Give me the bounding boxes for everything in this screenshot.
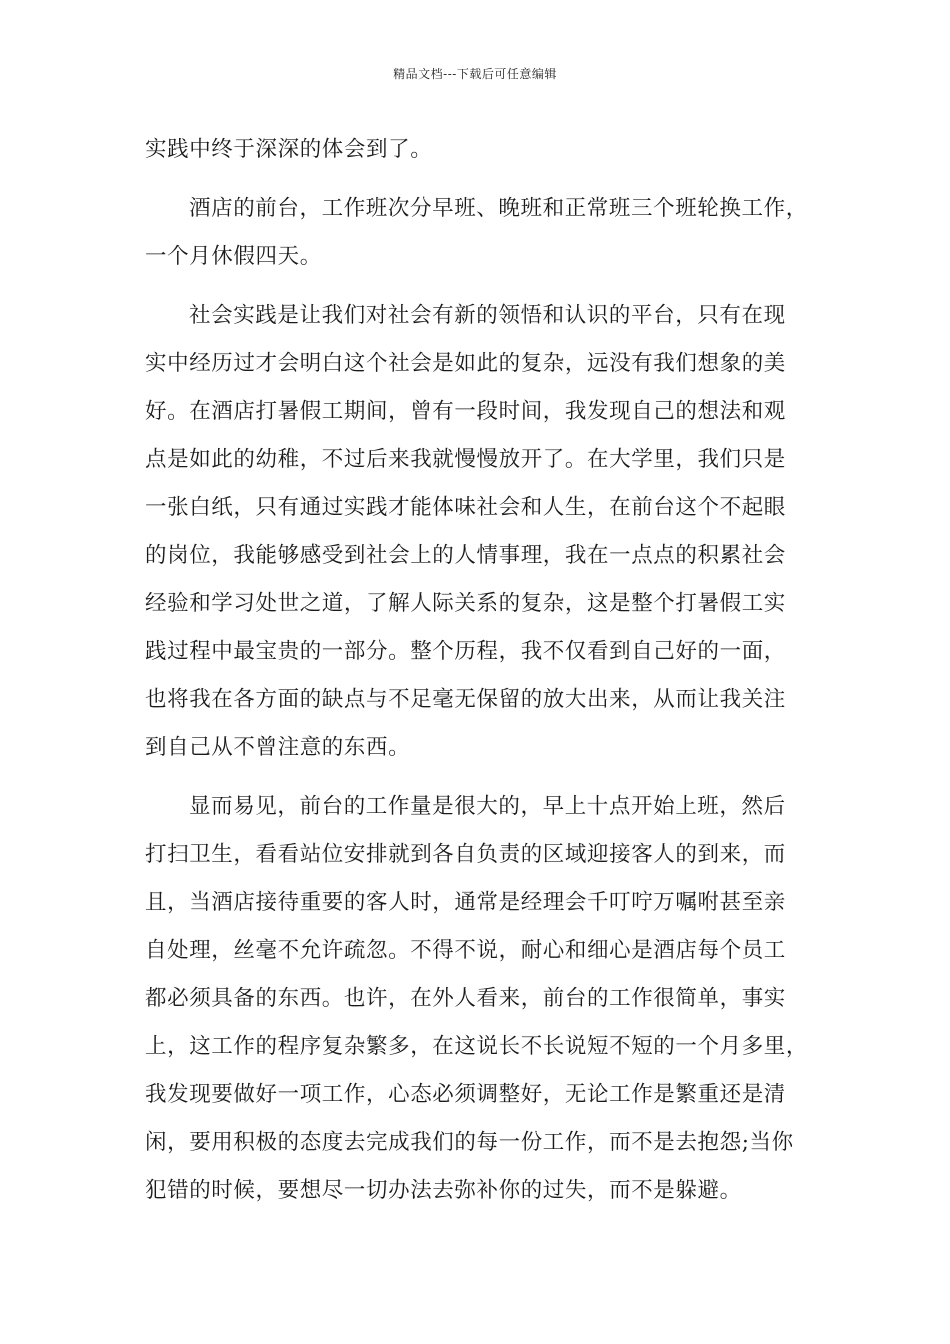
text-line: 践过程中最宝贵的一部分。整个历程，我不仅看到自己好的一面， bbox=[145, 639, 786, 664]
text-line: 好。在酒店打暑假工期间，曾有一段时间，我发现自己的想法和观 bbox=[145, 399, 786, 424]
text-line: 我发现要做好一项工作，心态必须调整好，无论工作是繁重还是清 bbox=[145, 1082, 786, 1107]
text-line: 的岗位，我能够感受到社会上的人情事理，我在一点点的积累社会 bbox=[145, 543, 786, 568]
text-line: 到自己从不曾注意的东西。 bbox=[145, 735, 411, 760]
text-line: 经验和学习处世之道，了解人际关系的复杂，这是整个打暑假工实 bbox=[145, 591, 786, 616]
text-line: 上，这工作的程序复杂繁多，在这说长不长说短不短的一个月多里， bbox=[145, 1034, 809, 1059]
paragraph bbox=[145, 783, 809, 1215]
text-line: 一张白纸，只有通过实践才能体味社会和人生，在前台这个不起眼 bbox=[145, 495, 786, 520]
text-line: 一个月休假四天。 bbox=[145, 244, 322, 269]
text-line: 打扫卫生，看看站位安排就到各自负责的区域迎接客人的到来，而 bbox=[145, 842, 786, 867]
text-line: 闲，要用积极的态度去完成我们的每一份工作，而不是去抱怨;当你 bbox=[145, 1130, 794, 1155]
text-line: 自处理，丝毫不允许疏忽。不得不说，耐心和细心是酒店每个员工 bbox=[145, 938, 786, 963]
text-line: 社会实践是让我们对社会有新的领悟和认识的平台，只有在现 bbox=[189, 303, 786, 328]
document-body bbox=[145, 126, 809, 1215]
text-line: 且，当酒店接待重要的客人时，通常是经理会千叮咛万嘱咐甚至亲 bbox=[145, 890, 786, 915]
text-line: 点是如此的幼稚，不过后来我就慢慢放开了。在大学里，我们只是 bbox=[145, 447, 786, 472]
text-line: 实践中终于深深的体会到了。 bbox=[145, 137, 433, 162]
text-line: 犯错的时候，要想尽一切办法去弥补你的过失，而不是躲避。 bbox=[145, 1178, 742, 1203]
paragraph bbox=[145, 185, 808, 281]
text-line: 实中经历过才会明白这个社会是如此的复杂，远没有我们想象的美 bbox=[145, 351, 786, 376]
paragraph bbox=[145, 292, 805, 772]
text-line: 酒店的前台，工作班次分早班、晚班和正常班三个班轮换工作， bbox=[189, 196, 808, 221]
text-line: 也将我在各方面的缺点与不足毫无保留的放大出来，从而让我关注 bbox=[145, 687, 786, 712]
text-line: 显而易见，前台的工作量是很大的，早上十点开始上班，然后 bbox=[189, 794, 786, 819]
paragraph bbox=[145, 126, 805, 174]
page-header: 精品文档---下载后可任意编辑 bbox=[393, 67, 557, 81]
text-line: 都必须具备的东西。也许，在外人看来，前台的工作很简单，事实 bbox=[145, 986, 786, 1011]
